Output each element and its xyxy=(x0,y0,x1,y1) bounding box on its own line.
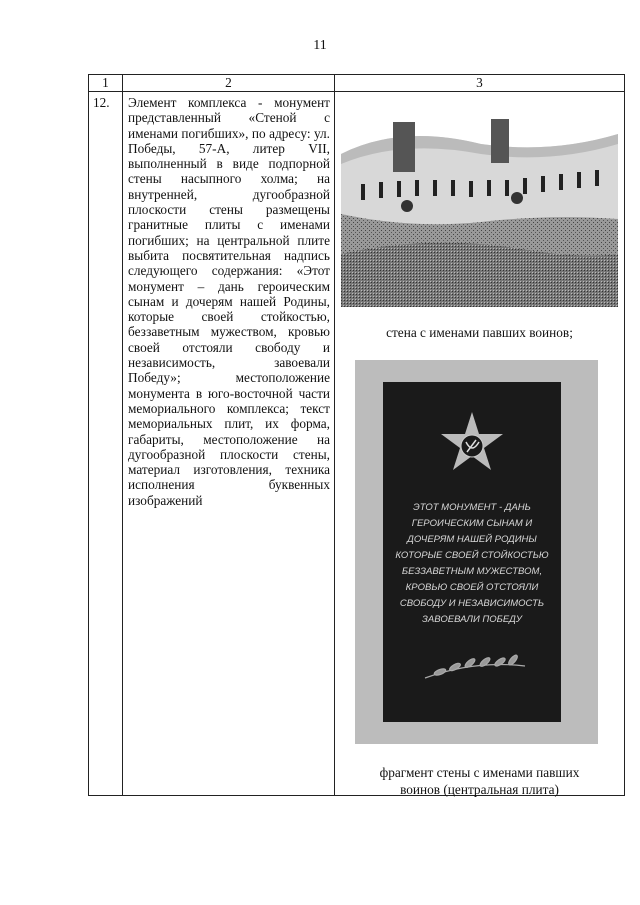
plaque-line-6: КРОВЬЮ СВОЕЙ ОТСТОЯЛИ xyxy=(405,582,539,593)
plaque-line-8: ЗАВОЕВАЛИ ПОБЕДУ xyxy=(422,614,522,625)
row-description: Элемент комплекса - монумент представленный «Стеной с именами погибших», по адресу: ул. Победы, 57-А, литер VII, выполненный в виде подпорной стены насыпного холма; на внутренней, дугообразной плоскости стены размещены гранитные плиты с именами погибших; на центральной плите выбита посвятительная надпись следующего содержания: «Этот монумент – дань героическим сынам и дочерям нашей Родины, которые своей стойкостью, беззаветным мужеством, кровью своей отстояли свободу и независимость, завоевали Победу»; местоположение монумента в юго-восточной части мемориального комплекса; текст мемориальных плит, их форма, габариты, местоположение на дугообразной плоскости стены, материал изготовления, техника исполнения буквенных изображений xyxy=(123,92,335,796)
plaque-line-5: БЕЗЗАВЕТНЫМ МУЖЕСТВОМ, xyxy=(401,566,543,577)
plaque-line-1: ЭТОТ МОНУМЕНТ - ДАНЬ xyxy=(413,502,531,513)
photo2-caption xyxy=(335,764,624,798)
photo2-caption-line1: фрагмент стены с именами павших xyxy=(379,765,580,780)
plaque-line-7: СВОБОДУ И НЕЗАВИСИМОСТЬ xyxy=(399,598,545,609)
column-header-1: 1 xyxy=(89,75,123,92)
column-header-3: 3 xyxy=(335,75,625,92)
photo2-caption-line2: воинов (центральная плита) xyxy=(400,782,559,797)
row-number: 12. xyxy=(89,92,123,796)
monument-table xyxy=(88,74,625,796)
table-header-row xyxy=(89,75,625,92)
table-row xyxy=(89,92,625,796)
central-plaque-photo xyxy=(355,360,598,744)
photo-cell xyxy=(335,92,625,796)
plaque-line-2: ГЕРОИЧЕСКИМ СЫНАМ И xyxy=(411,518,533,529)
column-header-2: 2 xyxy=(123,75,335,92)
plaque-line-3: ДОЧЕРЯМ НАШЕЙ РОДИНЫ xyxy=(407,534,537,545)
plaque-line-4: КОТОРЫЕ СВОЕЙ СТОЙКОСТЬЮ xyxy=(395,550,549,561)
memorial-wall-photo xyxy=(341,114,618,307)
photo1-caption: стена с именами павших воинов; xyxy=(386,325,573,340)
page-number: 11 xyxy=(313,38,327,53)
